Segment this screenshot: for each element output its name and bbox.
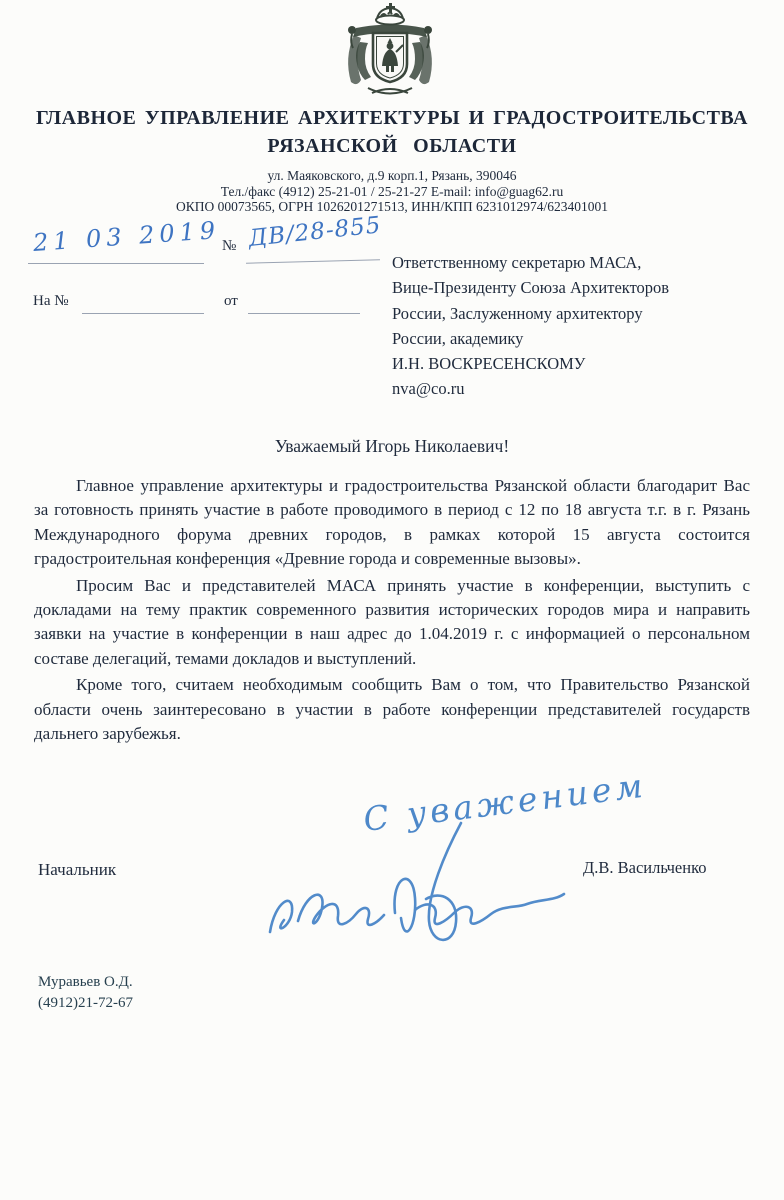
handwritten-date: 21 03 2019 — [32, 215, 221, 257]
paragraph: Кроме того, считаем необходимым сообщить Вам о том, что Правительство Рязанской области очень заинтересовано в участии в работе конференции представителей государств дальнего зарубежья. — [34, 675, 750, 744]
org-title-line2: РЯЗАНСКОЙ ОБЛАСТИ — [267, 135, 517, 157]
reply-from-label: от — [224, 293, 238, 309]
org-title-line1: ГЛАВНОЕ УПРАВЛЕНИЕ АРХИТЕКТУРЫ И ГРАДОСТРОИТЕЛЬСТВА — [36, 107, 748, 129]
signer-position-title: Начальник — [38, 860, 117, 879]
paragraph: Просим Вас и представителей МАСА принять участие в конференции, выступить с докладами на тему практик современного развития исторических городов мира и направить заявки на участие в конференции в наш адрес до 1.04.2019 г. с информацией о персональном составе делегаций, темами докладов и выступлений. — [34, 575, 750, 668]
recipient-line: России, Заслуженному архитектору — [392, 303, 643, 323]
coat-of-arms-icon — [330, 2, 450, 102]
recipient-name: И.Н. ВОСКРЕСЕНСКОМУ — [392, 354, 586, 374]
handwritten-closing: С уважением — [361, 765, 649, 839]
handwritten-outgoing-number: ДВ/28-855 — [247, 212, 383, 252]
org-phone-email: Тел./факс (4912) 25-21-01 / 25-21-27 E-mail: info@guag62.ru — [220, 183, 564, 199]
org-street-address: ул. Маяковского, д.9 корп.1, Рязань, 390046 — [267, 168, 517, 183]
recipient-email: nva@co.ru — [392, 379, 465, 399]
recipient-line: Ответственному секретарю МАСА, — [392, 253, 642, 272]
paragraph: Главное управление архитектуры и градостроительства Рязанской области благодарит Вас за готовность принять участие в работе проводимого в период с 12 по 18 августа т.г. в г. Рязань Международного форума древних городов, в рамках которой 15 августа состоится градостроительная конференция «Древние города и современные вызовы». — [34, 476, 750, 569]
reply-to-label: На № — [33, 293, 69, 309]
signer-name: Д.В. Васильченко — [583, 858, 707, 877]
number-underline — [246, 259, 380, 264]
salutation: Уважаемый Игорь Николаевич! — [274, 436, 510, 456]
reply-date-underline — [248, 313, 360, 314]
executor-contact — [38, 972, 133, 1014]
number-sign-label: № — [222, 238, 237, 254]
executor-name: Муравьев О.Д. — [38, 974, 133, 990]
org-title — [0, 104, 784, 160]
org-address-block — [0, 168, 784, 215]
recipient-line: Вице-Президенту Союза Архитекторов — [392, 278, 670, 298]
executor-phone: (4912)21-72-67 — [38, 995, 133, 1011]
recipient-block — [392, 250, 764, 402]
recipient-line: России, академику — [392, 328, 524, 348]
org-registration-codes: ОКПО 00073565, ОГРН 1026201271513, ИНН/КПП 6231012974/623401001 — [176, 199, 608, 214]
letter-body — [34, 474, 750, 748]
reply-number-underline — [82, 313, 204, 314]
date-underline — [28, 263, 204, 264]
